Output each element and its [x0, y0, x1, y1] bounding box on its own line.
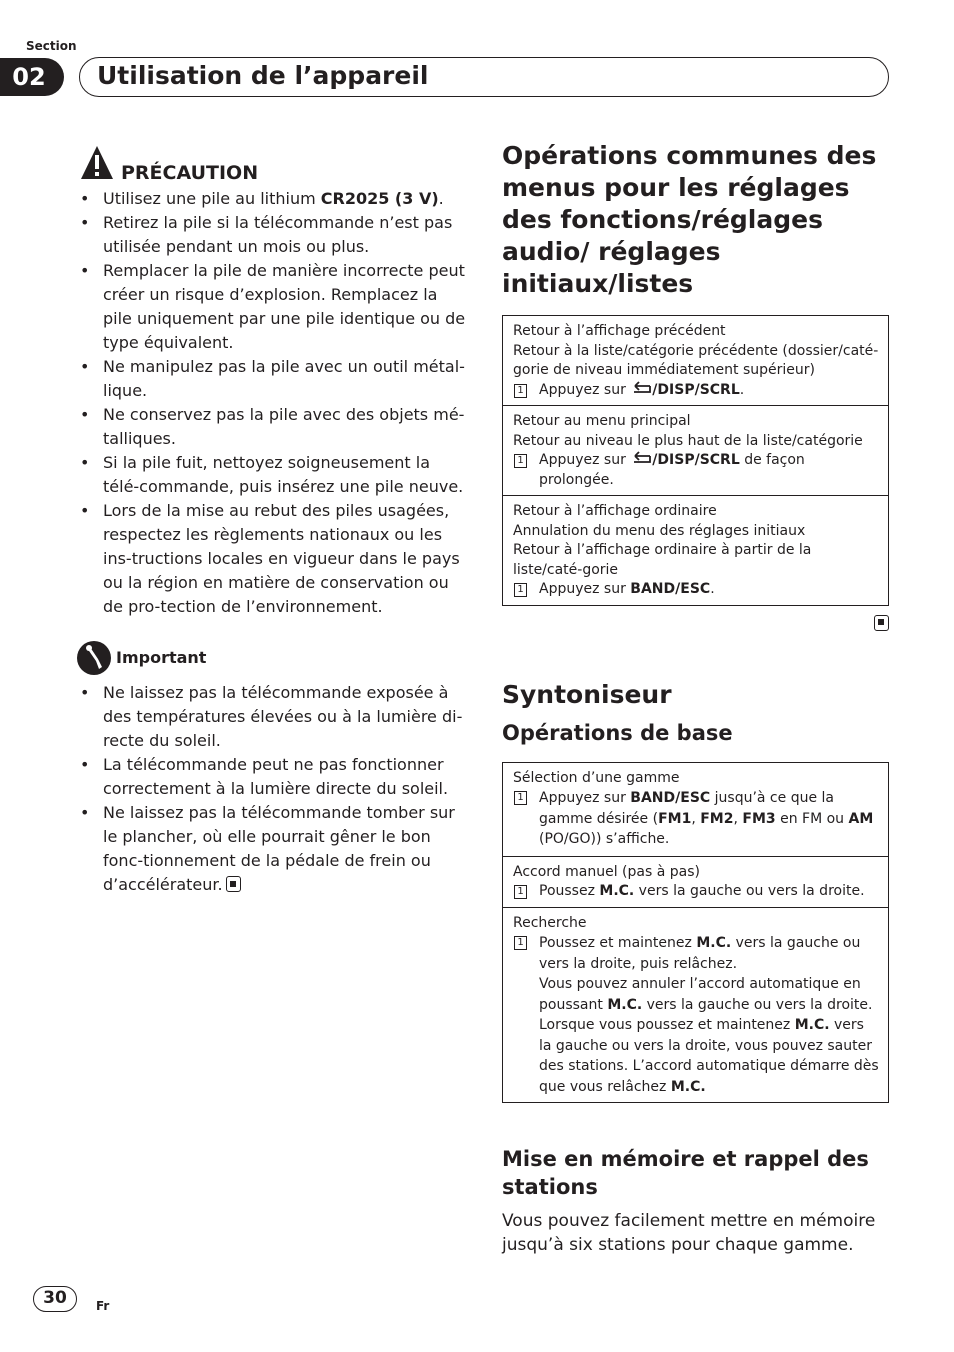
- table-cell: [503, 406, 889, 496]
- tuner-table: [502, 762, 889, 1104]
- row-title: Retour à l’affichage précédent: [513, 323, 726, 339]
- band-name: AM: [848, 810, 874, 827]
- caution-header: [76, 145, 468, 185]
- important-header: [76, 641, 468, 679]
- step-number: 1: [514, 885, 527, 899]
- step-number: 1: [514, 936, 527, 950]
- step-button-name: M.C.: [607, 996, 643, 1013]
- step-button-name: M.C.: [794, 1017, 830, 1033]
- basic-ops-heading: Opérations de base: [502, 720, 733, 745]
- important-icon: [77, 641, 111, 675]
- step-text: .: [710, 581, 715, 597]
- table-row: [503, 316, 889, 406]
- row-step: [513, 381, 879, 401]
- important-title: Important: [116, 648, 207, 667]
- memory-heading: Mise en mémoire et rappel des stations: [502, 1147, 869, 1199]
- left-column: [76, 145, 468, 897]
- important-item: • La télécommande peut ne pas fonctionner correctement à la lumière directe du soleil.: [76, 753, 468, 801]
- end-mark-row: [502, 614, 889, 633]
- tuner-heading: Syntoniseur: [502, 679, 672, 709]
- menus-table: [502, 315, 889, 606]
- step-number: 1: [514, 454, 527, 468]
- warning-icon: [80, 145, 114, 181]
- step-text: vers la gauche ou vers la droite.: [642, 996, 873, 1013]
- section-label: Section: [26, 39, 77, 53]
- table-cell: [503, 856, 889, 907]
- caution-item-punct: .: [438, 189, 444, 208]
- important-list: [76, 681, 468, 897]
- step-text: de façon prolongée.: [539, 452, 805, 488]
- row-title: Accord manuel (pas à pas): [513, 863, 700, 880]
- band-name: FM3: [742, 810, 776, 827]
- step-text: vers la gauche ou vers la droite, puis relâchez.: [539, 935, 861, 972]
- row-title: Retour à l’affichage ordinaire: [513, 503, 717, 519]
- step-text: Poussez et maintenez: [539, 935, 697, 951]
- step-note: [539, 974, 879, 1015]
- table-cell: [503, 762, 889, 856]
- memory-text: Vous pouvez facilement mettre en mémoire jusqu’à six stations pour chaque gamme.: [502, 1211, 876, 1255]
- step-text: ,: [691, 810, 701, 827]
- step-text: en FM ou: [775, 810, 849, 827]
- step-button-name: BAND/ESC: [630, 790, 711, 806]
- menus-heading: Opérations communes des menus pour les réglages des fonctions/réglages audio/ réglages initiaux/listes: [502, 141, 877, 298]
- caution-item-text: Utilisez une pile au lithium: [103, 189, 321, 208]
- step-text: Appuyez sur: [539, 581, 631, 597]
- important-item: • Ne laissez pas la télécommande exposée à des températures élevées ou à la lumière di-recte du soleil.: [76, 681, 468, 753]
- step-text: vers la gauche ou vers la droite, vous pouvez sauter des stations. L’accord automatique démarre dès que vous relâchez: [539, 1017, 879, 1095]
- step-button-name: M.C.: [670, 1078, 706, 1095]
- step-text: .: [739, 381, 745, 398]
- step-button-name: BAND/ESC: [630, 581, 711, 597]
- language-code: Fr: [96, 1299, 110, 1313]
- caution-list: [76, 187, 468, 619]
- end-of-section-icon: [226, 876, 241, 892]
- section-title: Utilisation de l’appareil: [97, 61, 429, 90]
- step-text: vers la gauche ou vers la droite.: [634, 883, 865, 899]
- caution-item: • Si la pile fuit, nettoyez soigneusement la télé-commande, puis insérez une pile neuve.: [76, 451, 468, 499]
- caution-item: • Ne conservez pas la pile avec des objets mé-talliques.: [76, 403, 468, 451]
- row-step: [513, 882, 879, 902]
- end-of-section-icon: [874, 615, 889, 631]
- step-number: 1: [514, 583, 527, 597]
- step-text: Poussez: [539, 883, 600, 899]
- table-row: [503, 856, 889, 907]
- step-text: Vous pouvez annuler l’accord automatique en poussant: [539, 976, 861, 1013]
- row-description: Retour à la liste/catégorie précédente (dossier/caté-gorie de niveau immédiatement supérieur): [513, 342, 879, 378]
- row-description: Retour à l’affichage ordinaire à partir de la liste/caté-gorie: [513, 542, 812, 578]
- back-arrow-icon: [630, 381, 652, 395]
- caution-item: • Ne manipulez pas la pile avec un outil métal-lique.: [76, 355, 468, 403]
- battery-type: CR2025 (3 V): [320, 189, 439, 208]
- step-number: 1: [514, 384, 527, 398]
- table-cell: [503, 907, 889, 1103]
- table-cell: [503, 316, 889, 406]
- table-row: [503, 496, 889, 606]
- step-text: Lorsque vous poussez et maintenez: [539, 1017, 795, 1033]
- caution-item: [76, 187, 468, 211]
- row-description: Annulation du menu des réglages initiaux: [513, 522, 806, 539]
- row-title: Retour au menu principal: [513, 413, 691, 429]
- caution-item: • Retirez la pile si la télécommande n’est pas utilisée pendant un mois ou plus.: [76, 211, 468, 259]
- step-number: 1: [514, 791, 527, 805]
- band-name: FM2: [700, 810, 734, 827]
- caution-item: • Remplacer la pile de manière incorrecte peut créer un risque d’explosion. Remplacez la pile uniquement par une pile identique ou de type équivalent.: [76, 259, 468, 355]
- table-row: [503, 406, 889, 496]
- caution-title: PRÉCAUTION: [121, 162, 259, 184]
- step-note: [539, 1015, 879, 1097]
- caution-item: • Lors de la mise au rebut des piles usagées, respectez les règlements nationaux ou les ins-tructions locales en vigueur dans le pays ou la région en matière de conservation ou de pro-tection de l’environnement.: [76, 499, 468, 619]
- step-button-name: /DISP/SCRL: [652, 381, 740, 398]
- row-step: [513, 933, 879, 1097]
- step-button-name: M.C.: [696, 935, 732, 951]
- page-number: 30: [33, 1286, 77, 1312]
- step-text: Appuyez sur: [539, 452, 631, 468]
- step-text: ,: [733, 810, 743, 827]
- step-text: (PO/GO)) s’affiche.: [539, 831, 670, 847]
- row-description: Retour au niveau le plus haut de la liste/catégorie: [513, 432, 863, 449]
- step-button-name: /DISP/SCRL: [652, 452, 740, 468]
- back-arrow-icon: [630, 451, 652, 465]
- step-text: Appuyez sur: [539, 381, 631, 398]
- section-number-badge: 02: [0, 58, 64, 96]
- section-title-box: [79, 57, 889, 97]
- important-item: [76, 801, 468, 897]
- right-column: [502, 140, 892, 1257]
- step-button-name: M.C.: [599, 883, 635, 899]
- row-title: Recherche: [513, 914, 587, 931]
- row-title: Sélection d’une gamme: [513, 769, 680, 786]
- row-step: [513, 580, 879, 600]
- row-step: [513, 788, 879, 850]
- important-item-text: Ne laissez pas la télécommande tomber sur le plancher, où elle pourrait gêner le bon fonc-tionnement de la pédale de frein ou d’accélérateur.: [103, 803, 455, 894]
- step-text: jusqu’à ce que la gamme désirée (: [539, 790, 834, 827]
- table-row: [503, 762, 889, 856]
- row-step: [513, 451, 879, 490]
- band-name: FM1: [658, 810, 692, 827]
- table-row: [503, 907, 889, 1103]
- table-cell: [503, 496, 889, 606]
- step-text: Appuyez sur: [539, 790, 631, 806]
